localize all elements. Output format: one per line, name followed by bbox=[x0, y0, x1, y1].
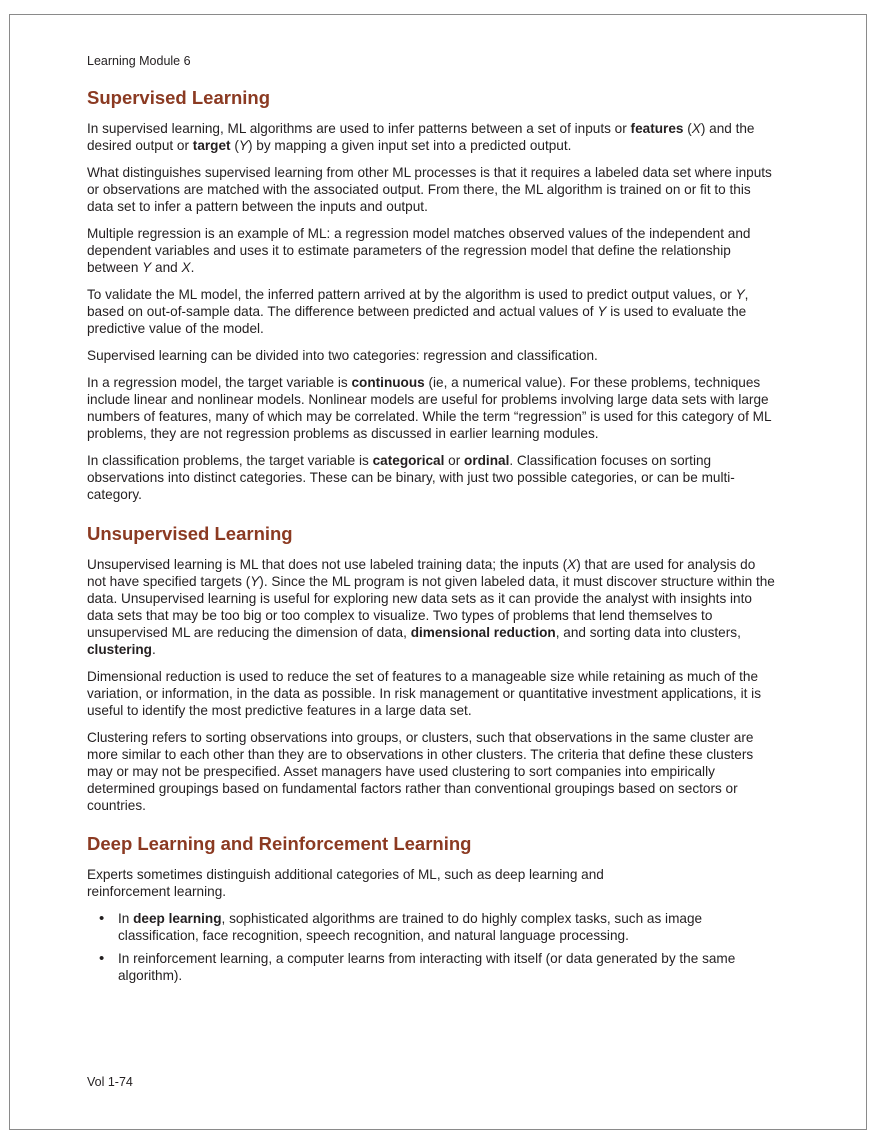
term-target: target bbox=[192, 138, 231, 153]
paragraph: In classification problems, the target variable is categorical or ordinal. Classification focuses on sorting observations into distinct categories. These can be binary, with just two possible categories, or can be multi-category. bbox=[87, 453, 735, 502]
paragraph: Clustering refers to sorting observations into groups, or clusters, such that observations in the same cluster are more similar to each other than they are to observations in other clusters. The criteria that define these clusters may or may not be prespecified. Asset managers have used clustering to sort companies into empirically determined groupings based on fundamental factors rather than conventional groupings based on sectors or countries. bbox=[87, 730, 754, 813]
section-unsupervised-learning bbox=[87, 522, 777, 814]
paragraph: Unsupervised learning is ML that does not use labeled training data; the inputs (X) that are used for analysis do not have specified targets (Y). Since the ML program is not given labeled data, it must discover structure within the data. Unsupervised learning is useful for exploring new data sets as it can provide the analyst with insights into data sets that may be too big or too complex to visualize. Two types of problems that lend themselves to unsupervised ML are reducing the dimension of data, dimensional reduction, and sorting data into clusters, clustering. bbox=[87, 557, 775, 657]
term-deep-learning: deep learning bbox=[133, 911, 222, 926]
running-head: Learning Module 6 bbox=[87, 54, 191, 68]
paragraph: In a regression model, the target variable is continuous (ie, a numerical value). For these problems, techniques include linear and nonlinear models. Nonlinear models are useful for problems involving large data sets with large numbers of features, many of which may be correlated. While the term “regression” is used for this category of ML problems, they are not regression problems as discussed in earlier learning modules. bbox=[87, 375, 772, 441]
paragraph: Experts sometimes distinguish additional categories of ML, such as deep learning and reinforcement learning. bbox=[87, 867, 604, 899]
page-content bbox=[87, 86, 777, 990]
paragraph: To validate the ML model, the inferred pattern arrived at by the algorithm is used to predict output values, or Y, based on out-of-sample data. The difference between predicted and actual values of Y is used to evaluate the predictive value of the model. bbox=[87, 287, 749, 336]
paragraph: Multiple regression is an example of ML: a regression model matches observed values of the independent and dependent variables and uses it to estimate parameters of the regression model that define the relationship between Y and X. bbox=[87, 226, 751, 275]
paragraph: In supervised learning, ML algorithms are used to infer patterns between a set of inputs or features (X) and the desired output or target (Y) by mapping a given input set into a predicted output. bbox=[87, 121, 755, 153]
term-features: features bbox=[630, 121, 684, 136]
term-categorical: categorical bbox=[372, 453, 445, 468]
term-ordinal: ordinal bbox=[464, 453, 510, 468]
paragraph: Supervised learning can be divided into two categories: regression and classification. bbox=[87, 348, 598, 363]
bullet-list bbox=[87, 910, 777, 984]
section-deep-and-reinforcement-learning bbox=[87, 832, 777, 984]
list-item: • In reinforcement learning, a computer learns from interacting with itself (or data generated by the same algorithm). bbox=[87, 950, 777, 984]
section-heading: Deep Learning and Reinforcement Learning bbox=[87, 833, 472, 854]
paragraph: Dimensional reduction is used to reduce the set of features to a manageable size while retaining as much of the variation, or information, in the data as possible. In risk management or quantitative investment applications, it is useful to identify the most predictive features in a large data set. bbox=[87, 669, 761, 718]
section-supervised-learning bbox=[87, 86, 777, 503]
term-continuous: continuous bbox=[351, 375, 425, 390]
term-clustering: clustering bbox=[87, 642, 152, 657]
section-heading: Supervised Learning bbox=[87, 87, 270, 108]
paragraph: What distinguishes supervised learning from other ML processes is that it requires a labeled data set where inputs or observations are matched with the associated output. From there, the ML algorithm is trained on or fit to this data set to infer a pattern between the inputs and output. bbox=[87, 165, 772, 214]
page-number: Vol 1-74 bbox=[87, 1075, 133, 1089]
section-heading: Unsupervised Learning bbox=[87, 523, 293, 544]
term-dimensional-reduction: dimensional reduction bbox=[410, 625, 556, 640]
list-item: • In deep learning, sophisticated algorithms are trained to do highly complex tasks, such as image classification, face recognition, speech recognition, and natural language processing. bbox=[87, 910, 777, 944]
